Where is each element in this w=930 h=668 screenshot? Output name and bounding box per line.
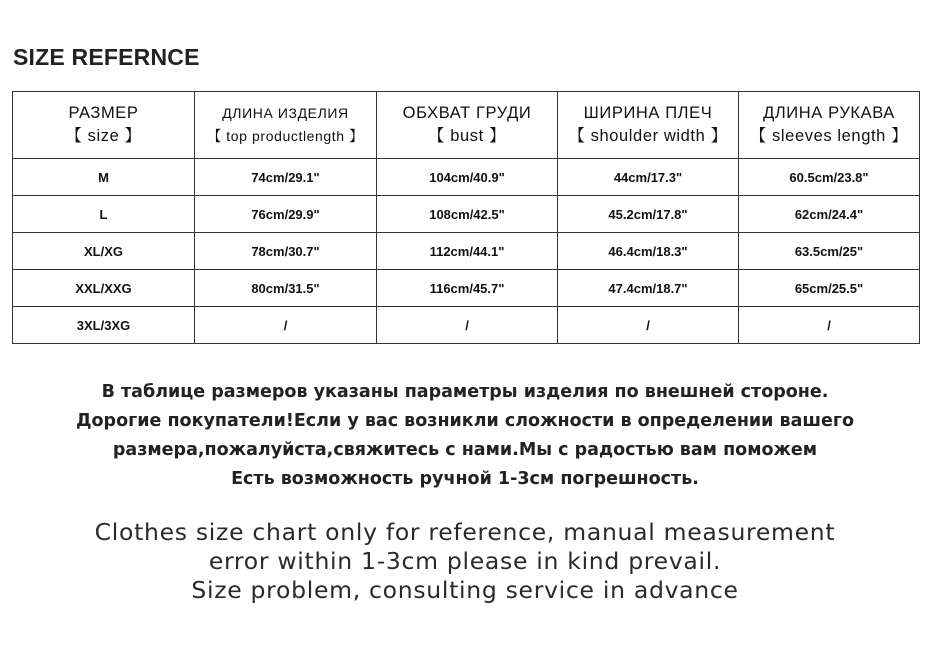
header-shoulder-ru: ШИРИНА ПЛЕЧ (583, 104, 713, 122)
cell-bust: 104cm/40.9" (377, 159, 558, 196)
cell-shoulder: / (558, 307, 739, 344)
header-length-ru: ДЛИНА ИЗДЕЛИЯ (222, 105, 349, 121)
russian-note-line: размера,пожалуйста,свяжитесь с нами.Мы с радостью вам поможем (112, 440, 818, 460)
cell-sleeve: 60.5cm/23.8" (739, 159, 920, 196)
english-note-line: Size problem, consulting service in advance (191, 576, 739, 604)
table-row (13, 307, 920, 344)
table-header-row (13, 92, 920, 159)
header-size-ru: РАЗМЕР (68, 104, 139, 122)
cell-bust: 108cm/42.5" (377, 196, 558, 233)
cell-sleeve: / (739, 307, 920, 344)
cell-length: 80cm/31.5" (195, 270, 377, 307)
header-shoulder-en: 【 shoulder width 】 (568, 127, 728, 145)
russian-note-line: Дорогие покупатели!Если у вас возникли сложности в определении вашего (75, 411, 855, 431)
cell-length: 78cm/30.7" (195, 233, 377, 270)
header-sleeve (739, 92, 920, 159)
cell-size: M (13, 159, 195, 196)
cell-size: XXL/XXG (13, 270, 195, 307)
header-bust (377, 92, 558, 159)
cell-shoulder: 45.2cm/17.8" (558, 196, 739, 233)
cell-sleeve: 62cm/24.4" (739, 196, 920, 233)
cell-shoulder: 44cm/17.3" (558, 159, 739, 196)
header-sleeve-ru: ДЛИНА РУКАВА (763, 104, 895, 122)
size-chart-table (12, 91, 920, 344)
cell-bust: 112cm/44.1" (377, 233, 558, 270)
cell-length: 74cm/29.1" (195, 159, 377, 196)
cell-bust: / (377, 307, 558, 344)
cell-sleeve: 65cm/25.5" (739, 270, 920, 307)
header-sleeve-en: 【 sleeves length 】 (749, 127, 909, 145)
header-length-en: 【 top productlength 】 (207, 128, 364, 144)
cell-length: / (195, 307, 377, 344)
page-title: SIZE REFERNCE (13, 44, 200, 70)
cell-sleeve: 63.5cm/25" (739, 233, 920, 270)
russian-note-line: Есть возможность ручной 1-3см погрешность. (231, 469, 699, 489)
russian-notes (0, 378, 930, 494)
header-size (13, 92, 195, 159)
header-shoulder (558, 92, 739, 159)
english-note-line: error within 1-3cm please in kind prevail. (208, 547, 722, 575)
cell-shoulder: 46.4cm/18.3" (558, 233, 739, 270)
header-length (195, 92, 377, 159)
table-row (13, 159, 920, 196)
english-note-line: Clothes size chart only for reference, manual measurement (94, 518, 836, 546)
cell-size: XL/XG (13, 233, 195, 270)
cell-bust: 116cm/45.7" (377, 270, 558, 307)
cell-size: L (13, 196, 195, 233)
header-bust-ru: ОБХВАТ ГРУДИ (402, 104, 532, 122)
cell-size: 3XL/3XG (13, 307, 195, 344)
cell-length: 76cm/29.9" (195, 196, 377, 233)
table-row (13, 270, 920, 307)
cell-shoulder: 47.4cm/18.7" (558, 270, 739, 307)
header-bust-en: 【 bust 】 (427, 127, 507, 145)
english-notes (0, 518, 930, 605)
table-row (13, 233, 920, 270)
table-row (13, 196, 920, 233)
russian-note-line: В таблице размеров указаны параметры изделия по внешней стороне. (101, 382, 829, 402)
header-size-en: 【 size 】 (65, 127, 142, 145)
